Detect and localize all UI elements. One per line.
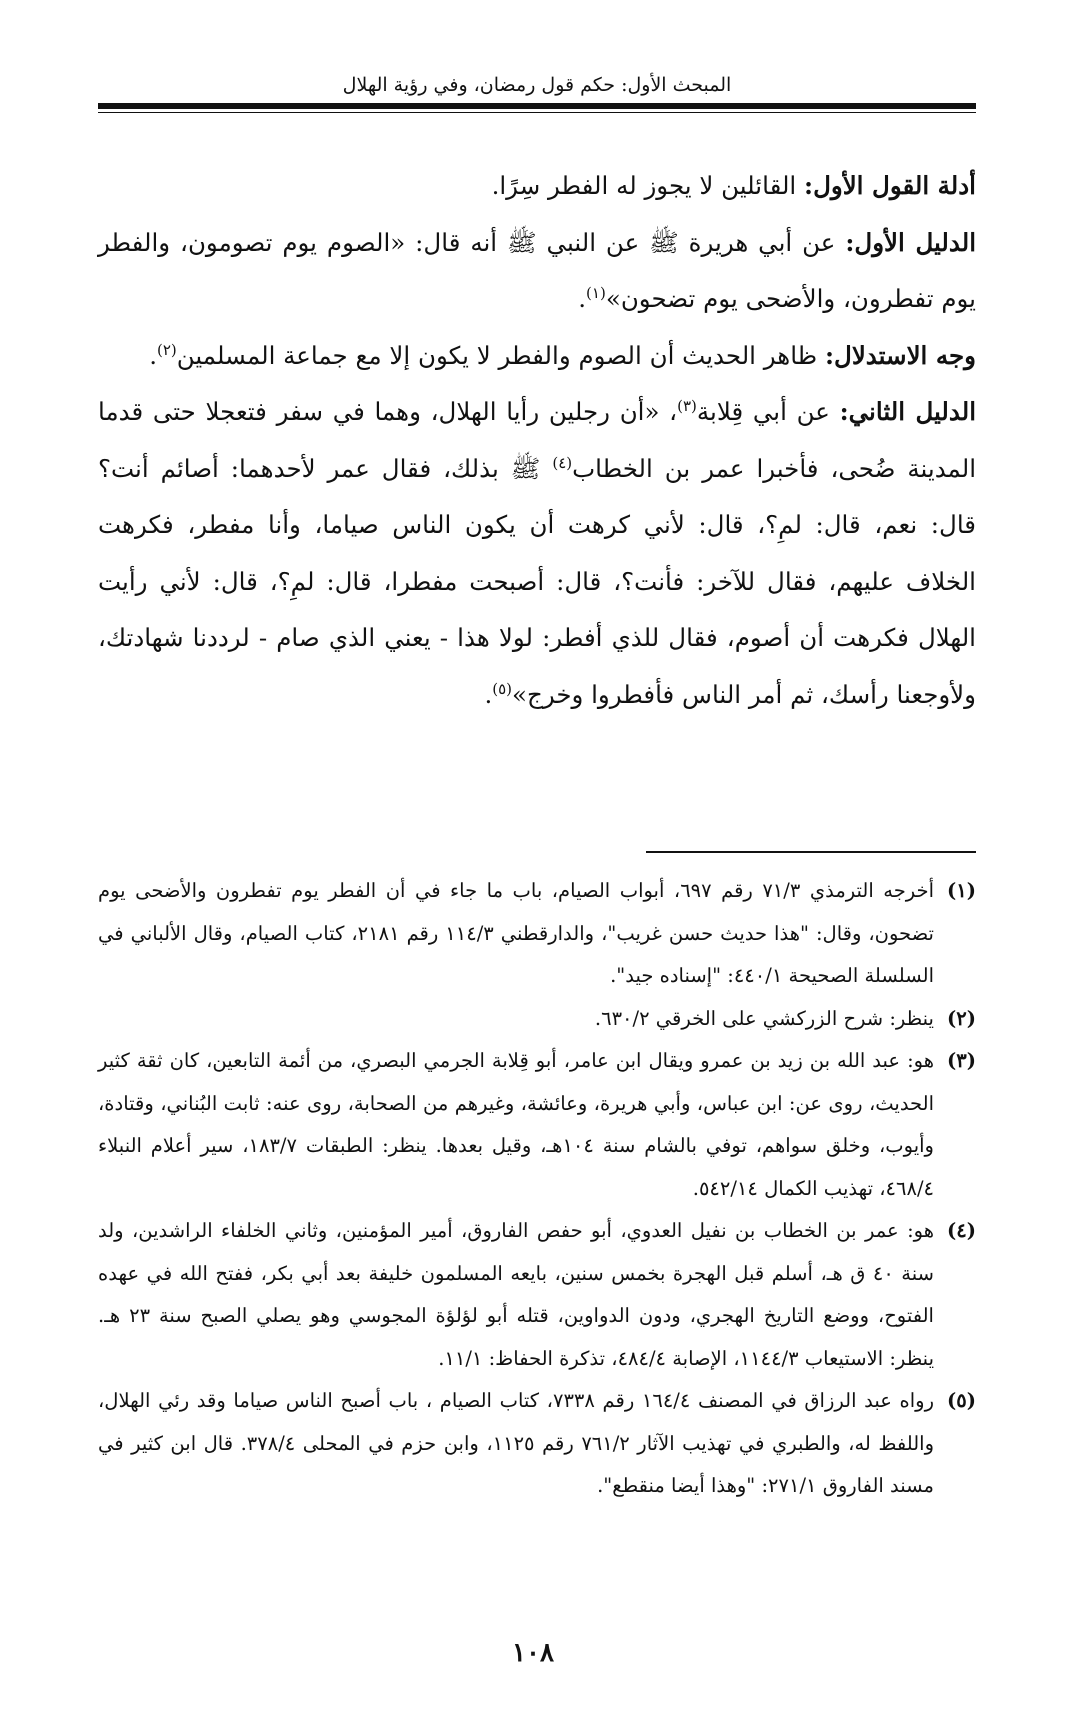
paragraph-evidence-heading bbox=[98, 158, 976, 215]
paragraph-inference bbox=[98, 328, 976, 385]
footnote-text: أخرجه الترمذي ٧١/٣ رقم ٦٩٧، أبواب الصيام، باب ما جاء في أن الفطر يوم تفطرون والأضحى يوم تضحون، وقال: "هذا حديث حسن غريب"، والدارقطني ١١٤/٣ رقم ٢١٨١، كتاب الصيام، وقال الألباني في السلسلة الصحيحة ٤٤٠/١: "إسناده جيد". bbox=[98, 879, 934, 987]
paragraph-second-evidence bbox=[98, 384, 976, 723]
paragraph-end: . bbox=[149, 340, 157, 370]
paragraph-end: . bbox=[484, 679, 493, 709]
footnote-text: ينظر: شرح الزركشي على الخرقي ٦٣٠/٢. bbox=[594, 1006, 934, 1030]
footnote-text: هو: عمر بن الخطاب بن نفيل العدوي، أبو حفص الفاروق، أمير المؤمنين، وثاني الخلفاء الراشدين، ولد سنة ٤٠ ق هـ، أسلم قبل الهجرة بخمس سنين، بايعه المسلمون خليفة بعد أبي بكر، ففتح الله في عهده الفتوح، ووضع التاريخ الهجري، ودون الدواوين، قتله أبو لؤلؤة المجوسي وهو يصلي الصبح سنة ٢٣ هـ. ينظر: الاستيعاب ١١٤٤/٣، الإصابة ٤٨٤/٤، تذكرة الحفاظ: ١١/١. bbox=[98, 1219, 934, 1370]
paragraph-text: ، «أن رجلين رأيا الهلال، وهما في سفر فتعجلا حتى قدما المدينة ضُحى، فأخبرا عمر بن الخطاب bbox=[98, 397, 976, 483]
heading-label: الدليل الثاني: bbox=[839, 397, 976, 426]
footnote bbox=[98, 1040, 976, 1210]
paragraph-text: ﷺ بذلك، فقال عمر لأحدهما: أصائم أنت؟ قال: نعم، قال: لمِ؟، قال: لأني كرهت أن يكون الناس صياما، وأنا مفطر، فكرهت الخلاف عليهم، فقال للآخر: فأنت؟، قال: أصبحت مفطرا، قال: لمِ؟، قال: لأني رأيت الهلال فكرهت أن أصوم، فقال للذي أفطر: لولا هذا - يعني الذي صام - لرددنا شهادتك، ولأوجعنا رأسك، ثم أمر الناس فأفطروا وخرج» bbox=[98, 453, 976, 709]
footnote-ref: (٢) bbox=[156, 340, 177, 359]
footnote bbox=[98, 998, 976, 1041]
paragraph-text: القائلين لا يجوز له الفطر سِرًا. bbox=[491, 171, 805, 200]
footnote-ref: (٤) bbox=[552, 453, 573, 472]
footnote-number: (١) bbox=[947, 879, 976, 902]
footnote-number: (٤) bbox=[947, 1219, 976, 1242]
heading-label: الدليل الأول: bbox=[845, 227, 977, 257]
header-rule-thin bbox=[98, 112, 976, 113]
footnote-number: (٣) bbox=[947, 1049, 976, 1072]
main-text bbox=[98, 158, 976, 723]
footnote-text: هو: عبد الله بن زيد بن عمرو ويقال ابن عامر، أبو قِلابة الجرمي البصري، من أئمة التابعين، كان ثقة كثير الحديث، روى عن: ابن عباس، وأبي هريرة، وعائشة، وغيرهم من الصحابة، روى عنه: ثابت البُناني، وقتادة، وأيوب، وخلق سواهم، توفي بالشام سنة ١٠٤هـ، وقيل بعدها. ينظر: الطبقات ١٨٣/٧، سير أعلام النبلاء ٤٦٨/٤، تهذيب الكمال ٥٤٢/١٤. bbox=[98, 1049, 934, 1200]
paragraph-first-evidence bbox=[98, 215, 976, 328]
footnote bbox=[98, 1380, 976, 1508]
paragraph-text: عن أبي قِلابة bbox=[696, 397, 840, 426]
footnote-separator bbox=[646, 851, 976, 853]
running-header: المبحث الأول: حكم قول رمضان، وفي رؤية الهلال bbox=[342, 74, 732, 96]
heading-label: وجه الاستدلال: bbox=[824, 340, 976, 370]
paragraph-text: عن أبي هريرة ﷺ عن النبي ﷺ أنه قال: «الصوم يوم تصومون، والفطر يوم تفطرون، والأضحى يوم تضحون» bbox=[98, 227, 976, 313]
paragraph-text: ظاهر الحديث أن الصوم والفطر لا يكون إلا مع جماعة المسلمين bbox=[176, 340, 825, 370]
footnote-ref: (٥) bbox=[492, 679, 513, 698]
footnote bbox=[98, 1210, 976, 1380]
footnote-text: رواه عبد الرزاق في المصنف ١٦٤/٤ رقم ٧٣٣٨، كتاب الصيام ، باب أصبح الناس صياما وقد رئي الهلال، واللفظ له، والطبري في تهذيب الآثار ٧٦١/٢ رقم ١١٢٥، وابن حزم في المحلى ٣٧٨/٤. قال ابن كثير في مسند الفاروق ٢٧١/١: "وهذا أيضا منقطع". bbox=[98, 1389, 934, 1497]
footnote bbox=[98, 870, 976, 998]
footnotes bbox=[98, 870, 976, 1508]
footnote-number: (٢) bbox=[947, 1006, 976, 1030]
header-rule-thick bbox=[98, 103, 976, 109]
page-number: ١٠٨ bbox=[512, 1638, 554, 1668]
footnote-ref: (٣) bbox=[677, 396, 697, 415]
heading-label: أدلة القول الأول: bbox=[804, 171, 976, 200]
paragraph-end: . bbox=[578, 284, 587, 313]
footnote-ref: (١) bbox=[586, 283, 606, 302]
footnote-number: (٥) bbox=[947, 1389, 976, 1412]
